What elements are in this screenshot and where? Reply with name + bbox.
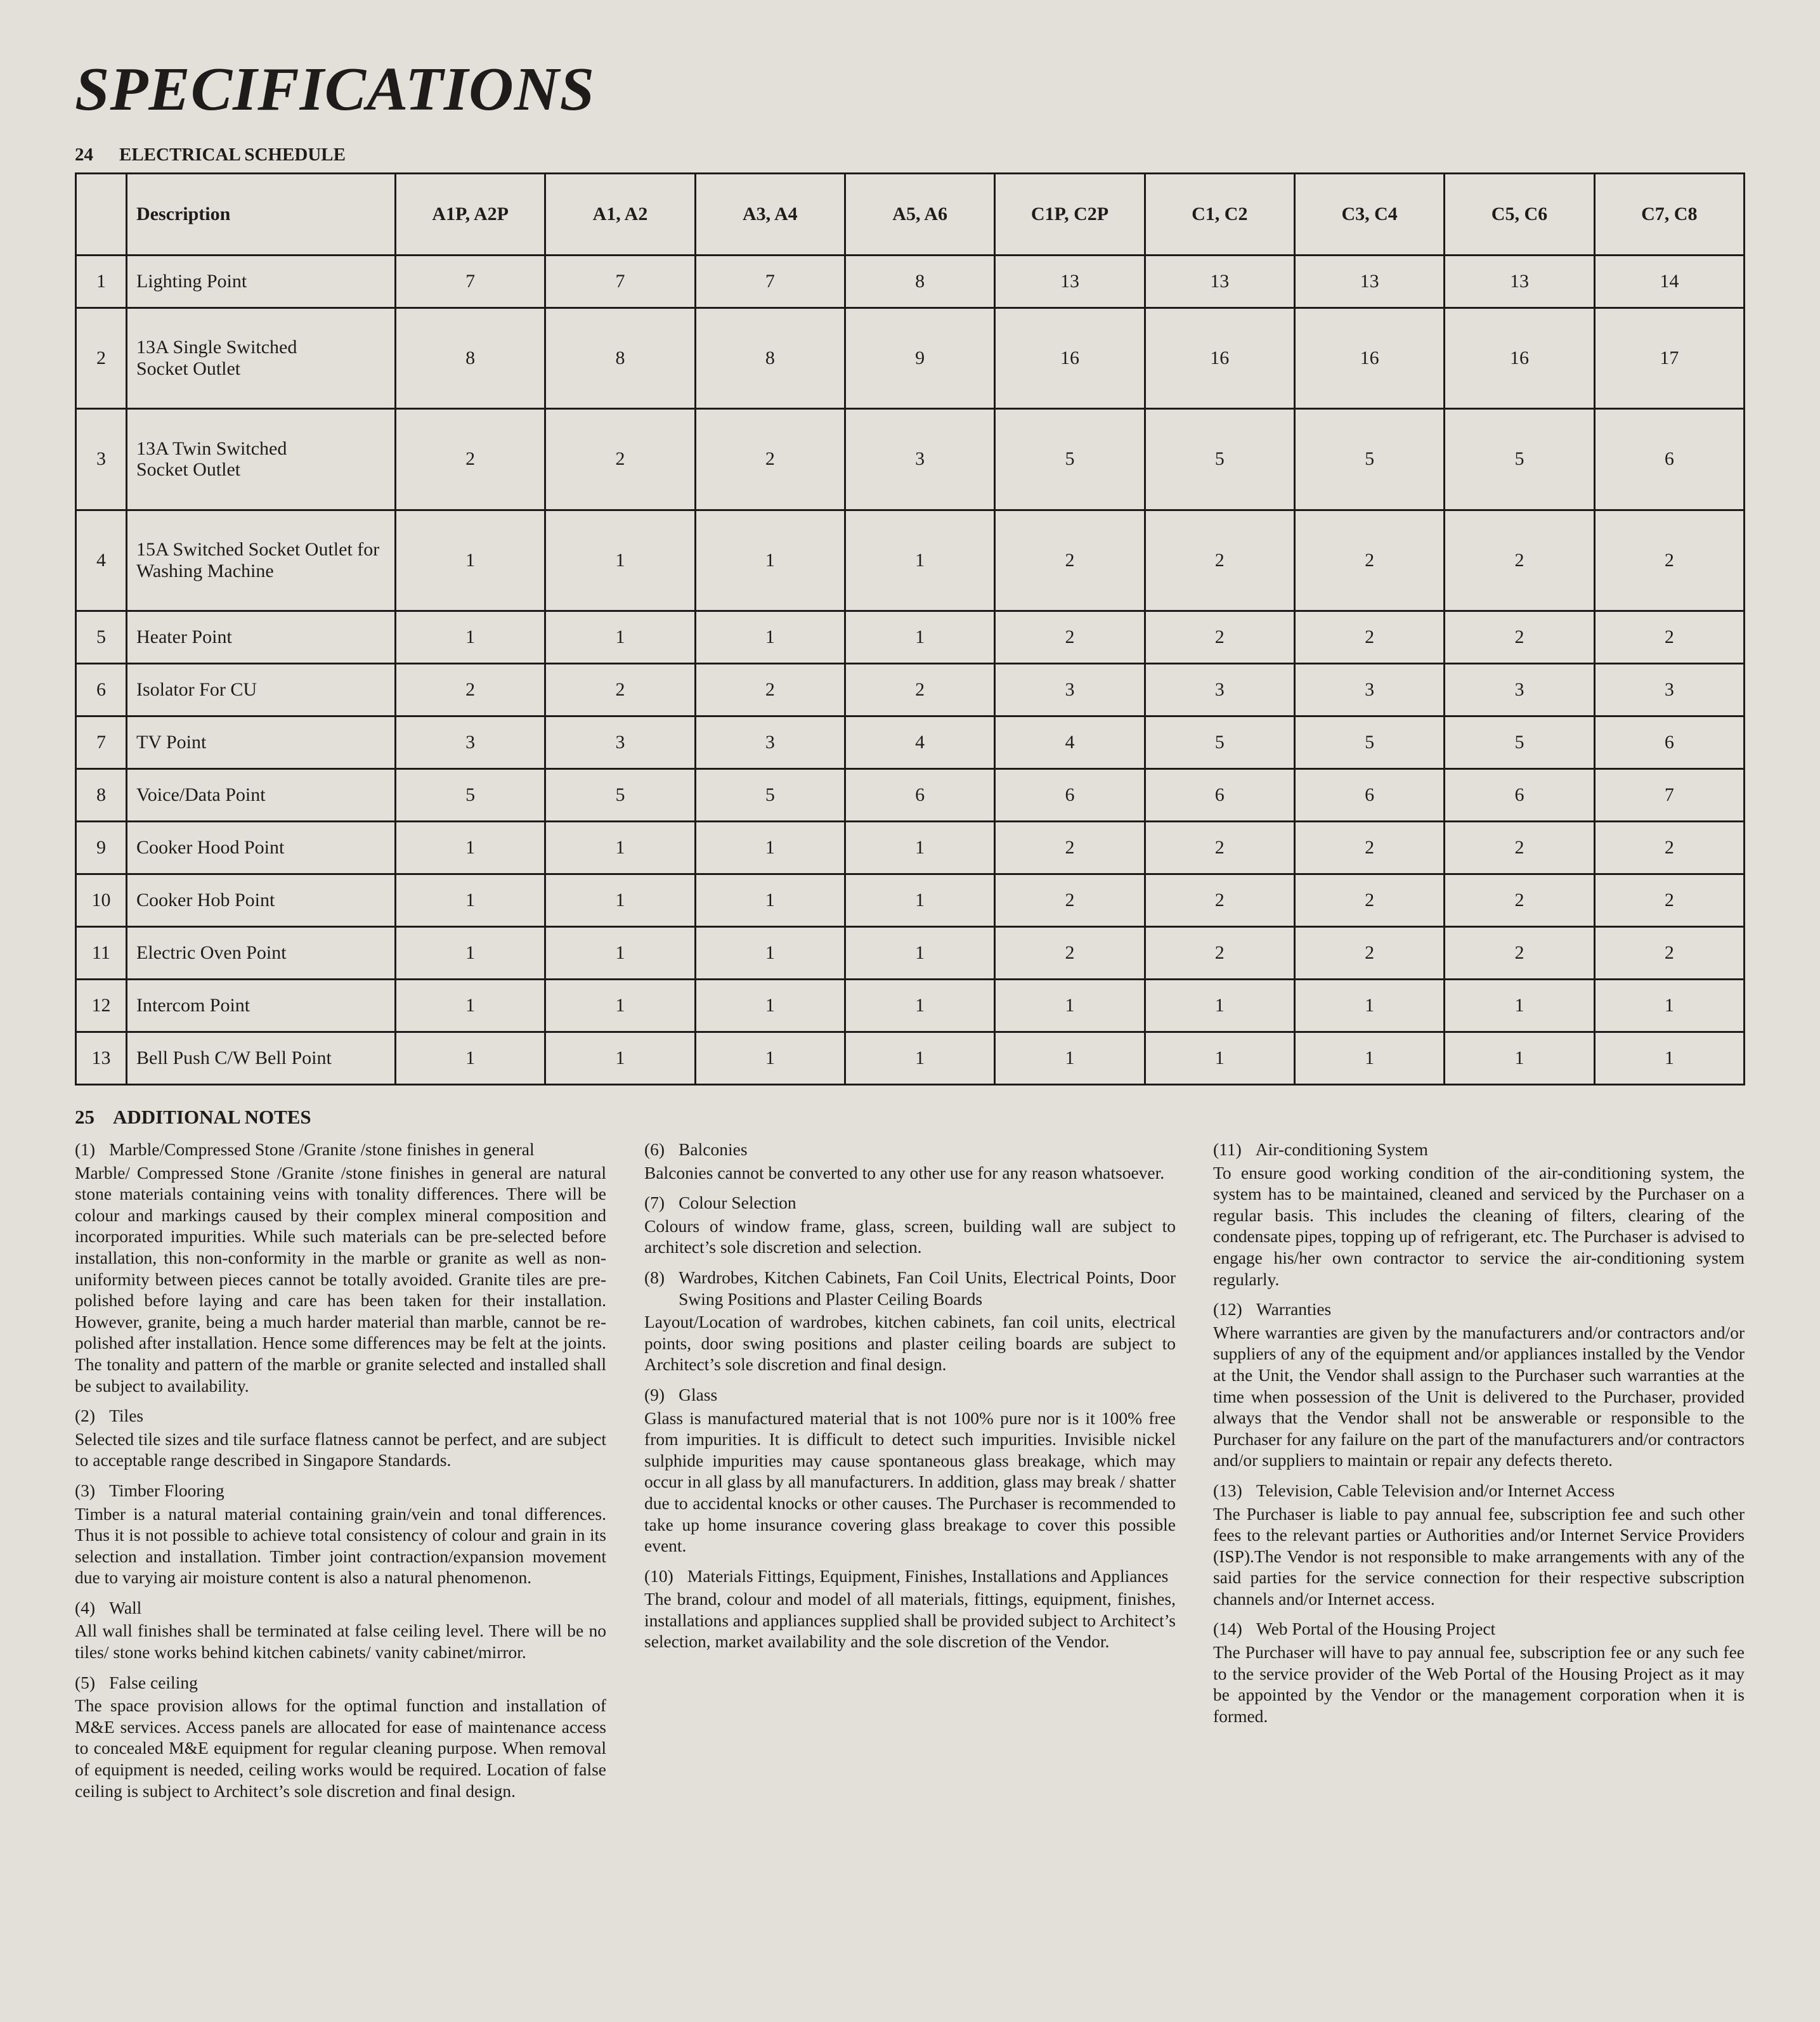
quantity-cell: 6 — [1145, 768, 1294, 821]
quantity-cell: 1 — [695, 979, 845, 1032]
electrical-schedule-table — [75, 172, 1745, 1086]
quantity-cell: 3 — [1594, 663, 1744, 716]
quantity-cell: 3 — [995, 663, 1145, 716]
header-cell: A5, A6 — [845, 174, 994, 256]
note-title — [644, 1267, 1176, 1309]
note-title-text: Television, Cable Television and/or Internet Access — [1256, 1480, 1615, 1500]
quantity-cell: 1 — [695, 1032, 845, 1084]
quantity-cell: 3 — [695, 716, 845, 768]
note-title — [75, 1139, 606, 1160]
row-description: Voice/Data Point — [127, 768, 396, 821]
quantity-cell: 2 — [545, 663, 695, 716]
quantity-cell: 1 — [545, 874, 695, 926]
quantity-cell: 2 — [995, 510, 1145, 611]
note-item — [75, 1480, 606, 1588]
row-number: 2 — [76, 308, 127, 409]
quantity-cell: 13 — [1145, 256, 1294, 308]
quantity-cell: 2 — [1294, 821, 1444, 874]
table-row — [76, 308, 1745, 409]
quantity-cell: 3 — [1294, 663, 1444, 716]
header-cell: C7, C8 — [1594, 174, 1744, 256]
table-row — [76, 768, 1745, 821]
row-description: 15A Switched Socket Outlet for Washing Machine — [127, 510, 396, 611]
note-title-text: Balconies — [679, 1139, 748, 1159]
note-number: (14) — [1213, 1619, 1242, 1639]
row-description: 13A Single Switched Socket Outlet — [127, 308, 396, 409]
note-number: (3) — [75, 1480, 96, 1500]
quantity-cell: 5 — [1145, 716, 1294, 768]
header-cell: Description — [127, 174, 396, 256]
section-title: ADDITIONAL NOTES — [113, 1106, 311, 1128]
row-description: Bell Push C/W Bell Point — [127, 1032, 396, 1084]
quantity-cell: 2 — [1445, 510, 1594, 611]
note-title-text: Warranties — [1256, 1299, 1332, 1319]
note-item — [644, 1192, 1176, 1258]
quantity-cell: 2 — [1294, 611, 1444, 663]
quantity-cell: 1 — [845, 821, 994, 874]
note-title — [1213, 1299, 1745, 1320]
quantity-cell: 3 — [1445, 663, 1594, 716]
note-body: To ensure good working condition of the air-conditioning system, the system has to be maintained, cleaned and serviced by the Purchaser on a regular basis. This includes the cleaning of filters, clearing of the condensate pipes, topping up of refrigerant, etc. The Purchaser is advised to engage his/her own contractor to service the air-conditioning system regularly. — [1213, 1162, 1745, 1289]
quantity-cell: 2 — [1594, 926, 1744, 979]
note-number: (9) — [644, 1384, 665, 1404]
table-row — [76, 663, 1745, 716]
quantity-cell: 2 — [695, 663, 845, 716]
quantity-cell: 1 — [1145, 1032, 1294, 1084]
quantity-cell: 5 — [1294, 716, 1444, 768]
row-number: 4 — [76, 510, 127, 611]
table-row — [76, 510, 1745, 611]
quantity-cell: 7 — [1594, 768, 1744, 821]
quantity-cell: 2 — [1445, 874, 1594, 926]
note-number: (12) — [1213, 1299, 1242, 1319]
quantity-cell: 5 — [995, 409, 1145, 510]
note-number: (10) — [644, 1565, 673, 1586]
note-title — [644, 1139, 1176, 1160]
row-number: 9 — [76, 821, 127, 874]
note-title-text: False ceiling — [109, 1672, 198, 1692]
quantity-cell: 1 — [396, 1032, 545, 1084]
quantity-cell: 5 — [545, 768, 695, 821]
quantity-cell: 1 — [396, 821, 545, 874]
quantity-cell: 2 — [995, 611, 1145, 663]
note-title-text: Timber Flooring — [109, 1480, 224, 1500]
quantity-cell: 2 — [1594, 510, 1744, 611]
quantity-cell: 1 — [1594, 1032, 1744, 1084]
row-number: 3 — [76, 409, 127, 510]
quantity-cell: 8 — [695, 308, 845, 409]
quantity-cell: 1 — [1294, 979, 1444, 1032]
quantity-cell: 1 — [845, 979, 994, 1032]
quantity-cell: 6 — [1294, 768, 1444, 821]
quantity-cell: 1 — [545, 979, 695, 1032]
quantity-cell: 2 — [995, 926, 1145, 979]
quantity-cell: 5 — [1445, 409, 1594, 510]
quantity-cell: 1 — [396, 874, 545, 926]
quantity-cell: 1 — [695, 874, 845, 926]
note-item — [75, 1672, 606, 1802]
quantity-cell: 1 — [396, 510, 545, 611]
quantity-cell: 1 — [545, 510, 695, 611]
quantity-cell: 2 — [1445, 926, 1594, 979]
quantity-cell: 7 — [545, 256, 695, 308]
note-number: (4) — [75, 1597, 96, 1617]
row-number: 11 — [76, 926, 127, 979]
note-body: Glass is manufactured material that is not 100% pure nor is it 100% free from impurities. It is difficult to detect such impurities. Invisible nickel sulphide impurities may cause spontaneous glass breakage, which may occur in all glass by all manufacturers. In addition, glass may break / shatter due to accidental knocks or other causes. The Purchaser is recommended to take up home insurance covering glass breakage to cover this possible event. — [644, 1408, 1176, 1556]
quantity-cell: 2 — [1445, 611, 1594, 663]
quantity-cell: 1 — [1594, 979, 1744, 1032]
note-item — [644, 1384, 1176, 1557]
table-header-row — [76, 174, 1745, 256]
quantity-cell: 1 — [995, 1032, 1145, 1084]
note-item — [644, 1139, 1176, 1183]
quantity-cell: 2 — [396, 663, 545, 716]
quantity-cell: 17 — [1594, 308, 1744, 409]
note-item — [1213, 1618, 1745, 1727]
table-row — [76, 716, 1745, 768]
quantity-cell: 1 — [545, 611, 695, 663]
quantity-cell: 2 — [695, 409, 845, 510]
header-cell: A3, A4 — [695, 174, 845, 256]
quantity-cell: 2 — [1145, 926, 1294, 979]
quantity-cell: 2 — [1445, 821, 1594, 874]
table-row — [76, 1032, 1745, 1084]
quantity-cell: 2 — [1145, 821, 1294, 874]
note-number: (7) — [644, 1193, 665, 1213]
quantity-cell: 7 — [396, 256, 545, 308]
note-item — [75, 1139, 606, 1396]
quantity-cell: 6 — [845, 768, 994, 821]
quantity-cell: 7 — [695, 256, 845, 308]
note-item — [644, 1267, 1176, 1375]
note-number: (8) — [644, 1267, 665, 1287]
header-cell-number — [76, 174, 127, 256]
quantity-cell: 4 — [995, 716, 1145, 768]
note-title — [644, 1384, 1176, 1406]
row-number: 12 — [76, 979, 127, 1032]
quantity-cell: 1 — [845, 1032, 994, 1084]
quantity-cell: 5 — [1294, 409, 1444, 510]
section-number: 24 — [75, 145, 93, 165]
table-row — [76, 821, 1745, 874]
quantity-cell: 2 — [845, 663, 994, 716]
row-description: Electric Oven Point — [127, 926, 396, 979]
quantity-cell: 1 — [545, 1032, 695, 1084]
quantity-cell: 16 — [995, 308, 1145, 409]
header-cell: C3, C4 — [1294, 174, 1444, 256]
quantity-cell: 1 — [695, 611, 845, 663]
note-title-text: Marble/Compressed Stone /Granite /stone finishes in general — [109, 1139, 535, 1159]
quantity-cell: 6 — [995, 768, 1145, 821]
note-body: Timber is a natural material containing grain/vein and tonal differences. Thus it is not possible to achieve total consistency of colour and grain in its selection and installation. Timber joint contraction/expansion movement due to varying air moisture content is also a natural phenomenon. — [75, 1503, 606, 1588]
quantity-cell: 2 — [1145, 611, 1294, 663]
quantity-cell: 3 — [545, 716, 695, 768]
note-number: (2) — [75, 1406, 96, 1426]
table-row — [76, 979, 1745, 1032]
note-title — [644, 1565, 1176, 1587]
note-title-text: Materials Fittings, Equipment, Finishes, Installations and Appliances — [687, 1565, 1169, 1586]
note-title-text: Colour Selection — [679, 1193, 796, 1213]
note-body: Layout/Location of wardrobes, kitchen cabinets, fan coil units, electrical points, door swing positions and plaster ceiling boards are subject to Architect’s sole discretion and final design. — [644, 1312, 1176, 1375]
quantity-cell: 2 — [1294, 510, 1444, 611]
quantity-cell: 5 — [1145, 409, 1294, 510]
quantity-cell: 1 — [1445, 979, 1594, 1032]
note-item — [75, 1405, 606, 1471]
row-number: 6 — [76, 663, 127, 716]
note-title-text: Wardrobes, Kitchen Cabinets, Fan Coil Units, Electrical Points, Door Swing Positions and Plaster Ceiling Boards — [679, 1267, 1176, 1309]
note-title-text: Web Portal of the Housing Project — [1256, 1619, 1496, 1639]
header-cell: C1P, C2P — [995, 174, 1145, 256]
quantity-cell: 1 — [545, 821, 695, 874]
row-description: Heater Point — [127, 611, 396, 663]
table-body — [76, 256, 1745, 1085]
note-body: Marble/ Compressed Stone /Granite /stone finishes in general are natural stone materials containing veins with tonality differences. There will be colour and markings caused by their complex mineral composition and incorporated impurities. While such materials can be pre-selected before installation, this non-conformity in the marble or granite as well as non-uniformity between pieces cannot be totally avoided. Granite tiles are pre-polished before laying and care has been taken for their installation. However, granite, being a much harder material than marble, cannot be re-polished after installation. Hence some differences may be felt at the joints. The tonality and pattern of the marble or granite selected and installed shall be subject to availability. — [75, 1162, 606, 1396]
note-body: All wall finishes shall be terminated at false ceiling level. There will be no tiles/ stone works behind kitchen cabinets/ vanity cabinet/mirror. — [75, 1621, 606, 1662]
quantity-cell: 8 — [396, 308, 545, 409]
note-body: The Purchaser is liable to pay annual fee, subscription fee and such other fees to the relevant parties or Authorities and/or Internet Service Providers (ISP).The Vendor is not responsible to make arrangements with any of the said parties for the service connection for their respective subscription channels and/or Internet access. — [1213, 1503, 1745, 1609]
quantity-cell: 1 — [845, 874, 994, 926]
quantity-cell: 2 — [995, 874, 1145, 926]
table-row — [76, 409, 1745, 510]
quantity-cell: 2 — [1145, 874, 1294, 926]
notes-column-1 — [75, 1139, 606, 1810]
header-cell: C1, C2 — [1145, 174, 1294, 256]
table-row — [76, 611, 1745, 663]
quantity-cell: 16 — [1445, 308, 1594, 409]
quantity-cell: 13 — [1445, 256, 1594, 308]
quantity-cell: 2 — [1145, 510, 1294, 611]
quantity-cell: 2 — [1594, 821, 1744, 874]
quantity-cell: 13 — [1294, 256, 1444, 308]
row-number: 7 — [76, 716, 127, 768]
quantity-cell: 5 — [695, 768, 845, 821]
note-number: (1) — [75, 1139, 96, 1159]
quantity-cell: 16 — [1145, 308, 1294, 409]
table-row — [76, 256, 1745, 308]
note-title-text: Air-conditioning System — [1255, 1139, 1428, 1159]
section-title: ELECTRICAL SCHEDULE — [119, 145, 346, 165]
note-title — [75, 1480, 606, 1501]
section-number: 25 — [75, 1106, 94, 1128]
note-title — [1213, 1480, 1745, 1501]
quantity-cell: 1 — [396, 926, 545, 979]
note-item — [75, 1597, 606, 1663]
row-description: 13A Twin Switched Socket Outlet — [127, 409, 396, 510]
note-body: The space provision allows for the optimal function and installation of M&E services. Access panels are allocated for ease of maintenance access to concealed M&E equipment for regular cleaning purpose. When removal of equipment is needed, ceiling works would be required. Location of false ceiling is subject to Architect’s sole discretion and final design. — [75, 1695, 606, 1801]
quantity-cell: 1 — [995, 979, 1145, 1032]
note-title-text: Tiles — [109, 1406, 144, 1426]
quantity-cell: 1 — [396, 611, 545, 663]
quantity-cell: 1 — [1145, 979, 1294, 1032]
quantity-cell: 1 — [396, 979, 545, 1032]
notes-column-3 — [1213, 1139, 1745, 1735]
quantity-cell: 1 — [695, 926, 845, 979]
row-number: 8 — [76, 768, 127, 821]
row-description: Intercom Point — [127, 979, 396, 1032]
page-title: SPECIFICATIONS — [75, 55, 595, 124]
row-description: Cooker Hood Point — [127, 821, 396, 874]
note-title — [75, 1672, 606, 1694]
table-row — [76, 874, 1745, 926]
note-title-text: Glass — [679, 1384, 718, 1404]
quantity-cell: 2 — [1594, 611, 1744, 663]
quantity-cell: 8 — [545, 308, 695, 409]
note-item — [1213, 1299, 1745, 1471]
quantity-cell: 14 — [1594, 256, 1744, 308]
note-title — [75, 1405, 606, 1427]
note-title — [75, 1597, 606, 1619]
quantity-cell: 16 — [1294, 308, 1444, 409]
quantity-cell: 8 — [845, 256, 994, 308]
row-number: 1 — [76, 256, 127, 308]
row-number: 5 — [76, 611, 127, 663]
quantity-cell: 2 — [1594, 874, 1744, 926]
row-description: TV Point — [127, 716, 396, 768]
row-number: 10 — [76, 874, 127, 926]
quantity-cell: 1 — [1294, 1032, 1444, 1084]
note-body: Selected tile sizes and tile surface flatness cannot be perfect, and are subject to acceptable range described in Singapore Standards. — [75, 1429, 606, 1470]
note-number: (6) — [644, 1139, 665, 1159]
quantity-cell: 2 — [396, 409, 545, 510]
quantity-cell: 5 — [396, 768, 545, 821]
note-title-text: Wall — [109, 1597, 142, 1617]
quantity-cell: 2 — [1294, 926, 1444, 979]
note-body: Colours of window frame, glass, screen, building wall are subject to architect’s sole discretion and selection. — [644, 1215, 1176, 1257]
quantity-cell: 5 — [1445, 716, 1594, 768]
quantity-cell: 2 — [545, 409, 695, 510]
quantity-cell: 1 — [1445, 1032, 1594, 1084]
note-body: Balconies cannot be converted to any other use for any reason whatsoever. — [644, 1162, 1165, 1183]
notes-column-2 — [644, 1139, 1176, 1661]
quantity-cell: 13 — [995, 256, 1145, 308]
note-body: The Purchaser will have to pay annual fee, subscription fee or any such fee to the service provider of the Web Portal of the Housing Project as it may be appointed by the Vendor or the management corporation when it is formed. — [1213, 1642, 1745, 1726]
note-item — [1213, 1139, 1745, 1290]
quantity-cell: 3 — [1145, 663, 1294, 716]
quantity-cell: 1 — [845, 926, 994, 979]
row-description: Isolator For CU — [127, 663, 396, 716]
quantity-cell: 4 — [845, 716, 994, 768]
note-number: (13) — [1213, 1480, 1242, 1500]
note-number: (11) — [1213, 1139, 1242, 1159]
quantity-cell: 1 — [695, 821, 845, 874]
note-number: (5) — [75, 1672, 96, 1692]
quantity-cell: 3 — [396, 716, 545, 768]
quantity-cell: 2 — [1294, 874, 1444, 926]
quantity-cell: 6 — [1445, 768, 1594, 821]
header-cell: A1, A2 — [545, 174, 695, 256]
quantity-cell: 3 — [845, 409, 994, 510]
row-description: Lighting Point — [127, 256, 396, 308]
note-item — [644, 1565, 1176, 1652]
quantity-cell: 9 — [845, 308, 994, 409]
quantity-cell: 1 — [845, 611, 994, 663]
quantity-cell: 1 — [845, 510, 994, 611]
note-title — [1213, 1139, 1745, 1160]
note-title — [644, 1192, 1176, 1214]
note-item — [1213, 1480, 1745, 1610]
quantity-cell: 6 — [1594, 409, 1744, 510]
row-number: 13 — [76, 1032, 127, 1084]
additional-notes-heading — [75, 1106, 311, 1129]
note-body: The brand, colour and model of all materials, fittings, equipment, finishes, installations and appliances supplied shall be provided subject to Architect’s selection, market availability and the sole discretion of the Vendor. — [644, 1589, 1176, 1652]
header-cell: A1P, A2P — [396, 174, 545, 256]
header-cell: C5, C6 — [1445, 174, 1594, 256]
quantity-cell: 1 — [695, 510, 845, 611]
quantity-cell: 6 — [1594, 716, 1744, 768]
quantity-cell: 1 — [545, 926, 695, 979]
note-title — [1213, 1618, 1745, 1640]
note-body: Where warranties are given by the manufacturers and/or contractors and/or suppliers of any of the equipment and/or appliances installed by the Vendor at the Unit, the Vendor shall assign to the Purchaser such warranties at the time when possession of the Unit is delivered to the Purchaser, provided always that the Vendor shall not be answerable or responsible to the Purchaser for any failure on the part of the manufacturers and/or contractors and/or suppliers to maintain or repair any defects thereto. — [1213, 1322, 1745, 1470]
row-description: Cooker Hob Point — [127, 874, 396, 926]
electrical-schedule-heading — [75, 145, 346, 165]
quantity-cell: 2 — [995, 821, 1145, 874]
table-row — [76, 926, 1745, 979]
